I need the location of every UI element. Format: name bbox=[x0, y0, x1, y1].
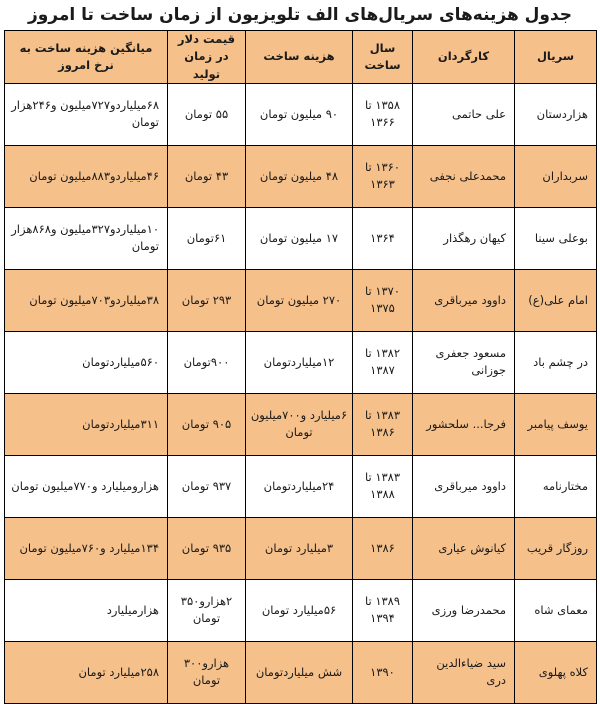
cell-year: ۱۳۹۰ bbox=[353, 641, 413, 703]
cell-avg-cost: هزارومیلیارد و۷۷۰میلیون تومان bbox=[5, 455, 168, 517]
table-row bbox=[5, 579, 597, 641]
table-row bbox=[5, 455, 597, 517]
cell-cost: ۲۴میلیاردتومان bbox=[246, 455, 353, 517]
cell-year: ۱۳۶۰ تا ۱۳۶۳ bbox=[353, 145, 413, 207]
cell-avg-cost: هزارمیلیارد bbox=[5, 579, 168, 641]
cell-cost: ۶میلیارد و۷۰۰میلیون تومان bbox=[246, 393, 353, 455]
cell-avg-cost: ۱۳۴میلیارد و۷۶۰میلیون تومان bbox=[5, 517, 168, 579]
table-row bbox=[5, 145, 597, 207]
header-year: سال ساخت bbox=[353, 31, 413, 84]
cell-director: علی حاتمی bbox=[413, 83, 515, 145]
cell-serial: سربداران bbox=[515, 145, 597, 207]
table-row bbox=[5, 269, 597, 331]
cell-dollar: ۲هزارو۳۵۰ تومان bbox=[168, 579, 246, 641]
cell-serial: یوسف پیامبر bbox=[515, 393, 597, 455]
costs-table bbox=[4, 30, 597, 704]
header-serial: سریال bbox=[515, 31, 597, 84]
cell-serial: کلاه پهلوی bbox=[515, 641, 597, 703]
cell-director: داوود میرباقری bbox=[413, 455, 515, 517]
cell-dollar: ۹۰۵ تومان bbox=[168, 393, 246, 455]
cell-year: ۱۳۸۹ تا ۱۳۹۴ bbox=[353, 579, 413, 641]
cell-serial: مختارنامه bbox=[515, 455, 597, 517]
table-row bbox=[5, 393, 597, 455]
header-dollar: قیمت دلار در زمان تولید bbox=[168, 31, 246, 84]
cell-dollar: ۹۳۷ تومان bbox=[168, 455, 246, 517]
table-row bbox=[5, 331, 597, 393]
table-row bbox=[5, 641, 597, 703]
table-row bbox=[5, 83, 597, 145]
cell-dollar: ۹۳۵ تومان bbox=[168, 517, 246, 579]
cell-director: فرجا... سلحشور bbox=[413, 393, 515, 455]
cell-serial: روزگار قریب bbox=[515, 517, 597, 579]
table-header-row bbox=[5, 31, 597, 84]
cell-dollar: ۵۵ تومان bbox=[168, 83, 246, 145]
cell-year: ۱۳۸۳ تا ۱۳۸۶ bbox=[353, 393, 413, 455]
cell-serial: بوعلی سینا bbox=[515, 207, 597, 269]
cell-cost: ۵۶میلیارد تومان bbox=[246, 579, 353, 641]
cell-avg-cost: ۵۶۰میلیاردتومان bbox=[5, 331, 168, 393]
cell-director: محمدعلی نجفی bbox=[413, 145, 515, 207]
cell-serial: معمای شاه bbox=[515, 579, 597, 641]
cell-dollar: ۶۱تومان bbox=[168, 207, 246, 269]
cell-dollar: ۲۹۳ تومان bbox=[168, 269, 246, 331]
cell-director: کیانوش عیاری bbox=[413, 517, 515, 579]
cell-dollar: ۴۳ تومان bbox=[168, 145, 246, 207]
cell-year: ۱۳۸۲ تا ۱۳۸۷ bbox=[353, 331, 413, 393]
cell-director: مسعود جعفری جوزانی bbox=[413, 331, 515, 393]
cell-serial: هزاردستان bbox=[515, 83, 597, 145]
cell-avg-cost: ۳۱۱میلیاردتومان bbox=[5, 393, 168, 455]
cell-director: سید ضیاءالدین دری bbox=[413, 641, 515, 703]
cell-avg-cost: ۶۸میلیاردو۷۲۷میلیون و۲۴۶هزار تومان bbox=[5, 83, 168, 145]
cell-cost: ۹۰ میلیون تومان bbox=[246, 83, 353, 145]
cell-cost: ۲۷۰ میلیون تومان bbox=[246, 269, 353, 331]
page-title: جدول هزینه‌های سریال‌های الف تلویزیون از زمان ساخت تا امروز bbox=[27, 5, 573, 25]
cell-cost: ۱۷ میلیون تومان bbox=[246, 207, 353, 269]
header-avg-cost: میانگین هزینه ساخت به نرخ امروز bbox=[5, 31, 168, 84]
header-cost: هزینه ساخت bbox=[246, 31, 353, 84]
cell-cost: ۳میلیارد تومان bbox=[246, 517, 353, 579]
cell-dollar: هزارو۳۰۰ تومان bbox=[168, 641, 246, 703]
cell-avg-cost: ۲۵۸میلیارد تومان bbox=[5, 641, 168, 703]
cell-cost: شش میلیاردتومان bbox=[246, 641, 353, 703]
cell-director: داوود میرباقری bbox=[413, 269, 515, 331]
table-row bbox=[5, 207, 597, 269]
table-row bbox=[5, 517, 597, 579]
cell-year: ۱۳۷۰ تا ۱۳۷۵ bbox=[353, 269, 413, 331]
cell-director: محمدرضا ورزی bbox=[413, 579, 515, 641]
header-director: کارگردان bbox=[413, 31, 515, 84]
cell-avg-cost: ۳۸میلیاردو۷۰۳میلیون تومان bbox=[5, 269, 168, 331]
cell-dollar: ۹۰۰تومان bbox=[168, 331, 246, 393]
cell-cost: ۱۲میلیاردتومان bbox=[246, 331, 353, 393]
cell-serial: در چشم باد bbox=[515, 331, 597, 393]
cell-avg-cost: ۴۶میلیاردو۸۸۳میلیون تومان bbox=[5, 145, 168, 207]
cell-cost: ۴۸ میلیون تومان bbox=[246, 145, 353, 207]
cell-year: ۱۳۸۳ تا ۱۳۸۸ bbox=[353, 455, 413, 517]
cell-year: ۱۳۵۸ تا ۱۳۶۶ bbox=[353, 83, 413, 145]
cell-director: کیهان رهگذار bbox=[413, 207, 515, 269]
cell-serial: امام علی(ع) bbox=[515, 269, 597, 331]
cell-year: ۱۳۸۶ bbox=[353, 517, 413, 579]
cell-avg-cost: ۱۰میلیاردو۳۲۷میلیون و۸۶۸هزار تومان bbox=[5, 207, 168, 269]
cell-year: ۱۳۶۴ bbox=[353, 207, 413, 269]
